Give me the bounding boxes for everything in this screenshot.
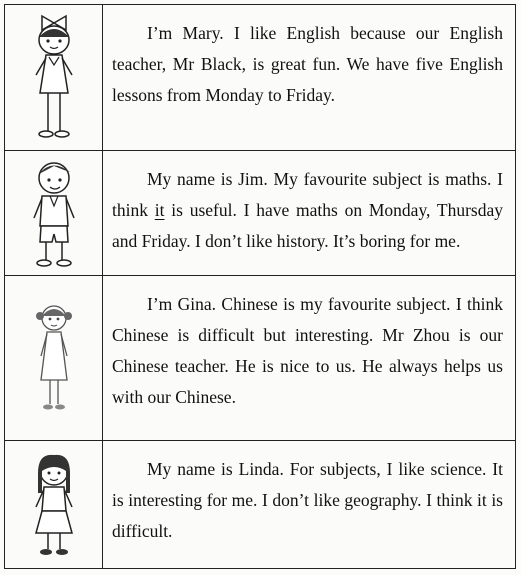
mary-picture-cell	[5, 5, 103, 151]
mary-illustration	[24, 13, 84, 143]
linda-paragraph: My name is Linda. For subjects, I like science. It is interesting for me. I don’t like geography. I think it is difficult.	[112, 459, 503, 541]
mary-paragraph: I’m Mary. I like English because our English teacher, Mr Black, is great fun. We have five English lessons from Monday to Friday.	[112, 23, 503, 105]
mary-text-cell	[103, 5, 515, 151]
gina-text-cell	[103, 276, 515, 441]
gina-picture-cell	[5, 276, 103, 441]
jim-text-cell	[103, 151, 515, 276]
linda-picture-cell	[5, 441, 103, 568]
gina-illustration	[29, 298, 79, 418]
reading-table	[4, 4, 516, 569]
underlined-word: it	[154, 200, 165, 220]
linda-illustration	[26, 449, 82, 561]
jim-picture-cell	[5, 151, 103, 276]
gina-paragraph: I’m Gina. Chinese is my favourite subject. I think Chinese is difficult but interesting. Mr Zhou is our Chinese teacher. He is nice to us. He always helps us with our Chinese.	[112, 294, 503, 407]
jim-illustration	[24, 156, 84, 271]
linda-text-cell	[103, 441, 515, 568]
jim-paragraph: My name is Jim. My favourite subject is maths. I think it is useful. I have maths on Monday, Thursday and Friday. I don’t like history. It’s boring for me.	[112, 169, 503, 251]
